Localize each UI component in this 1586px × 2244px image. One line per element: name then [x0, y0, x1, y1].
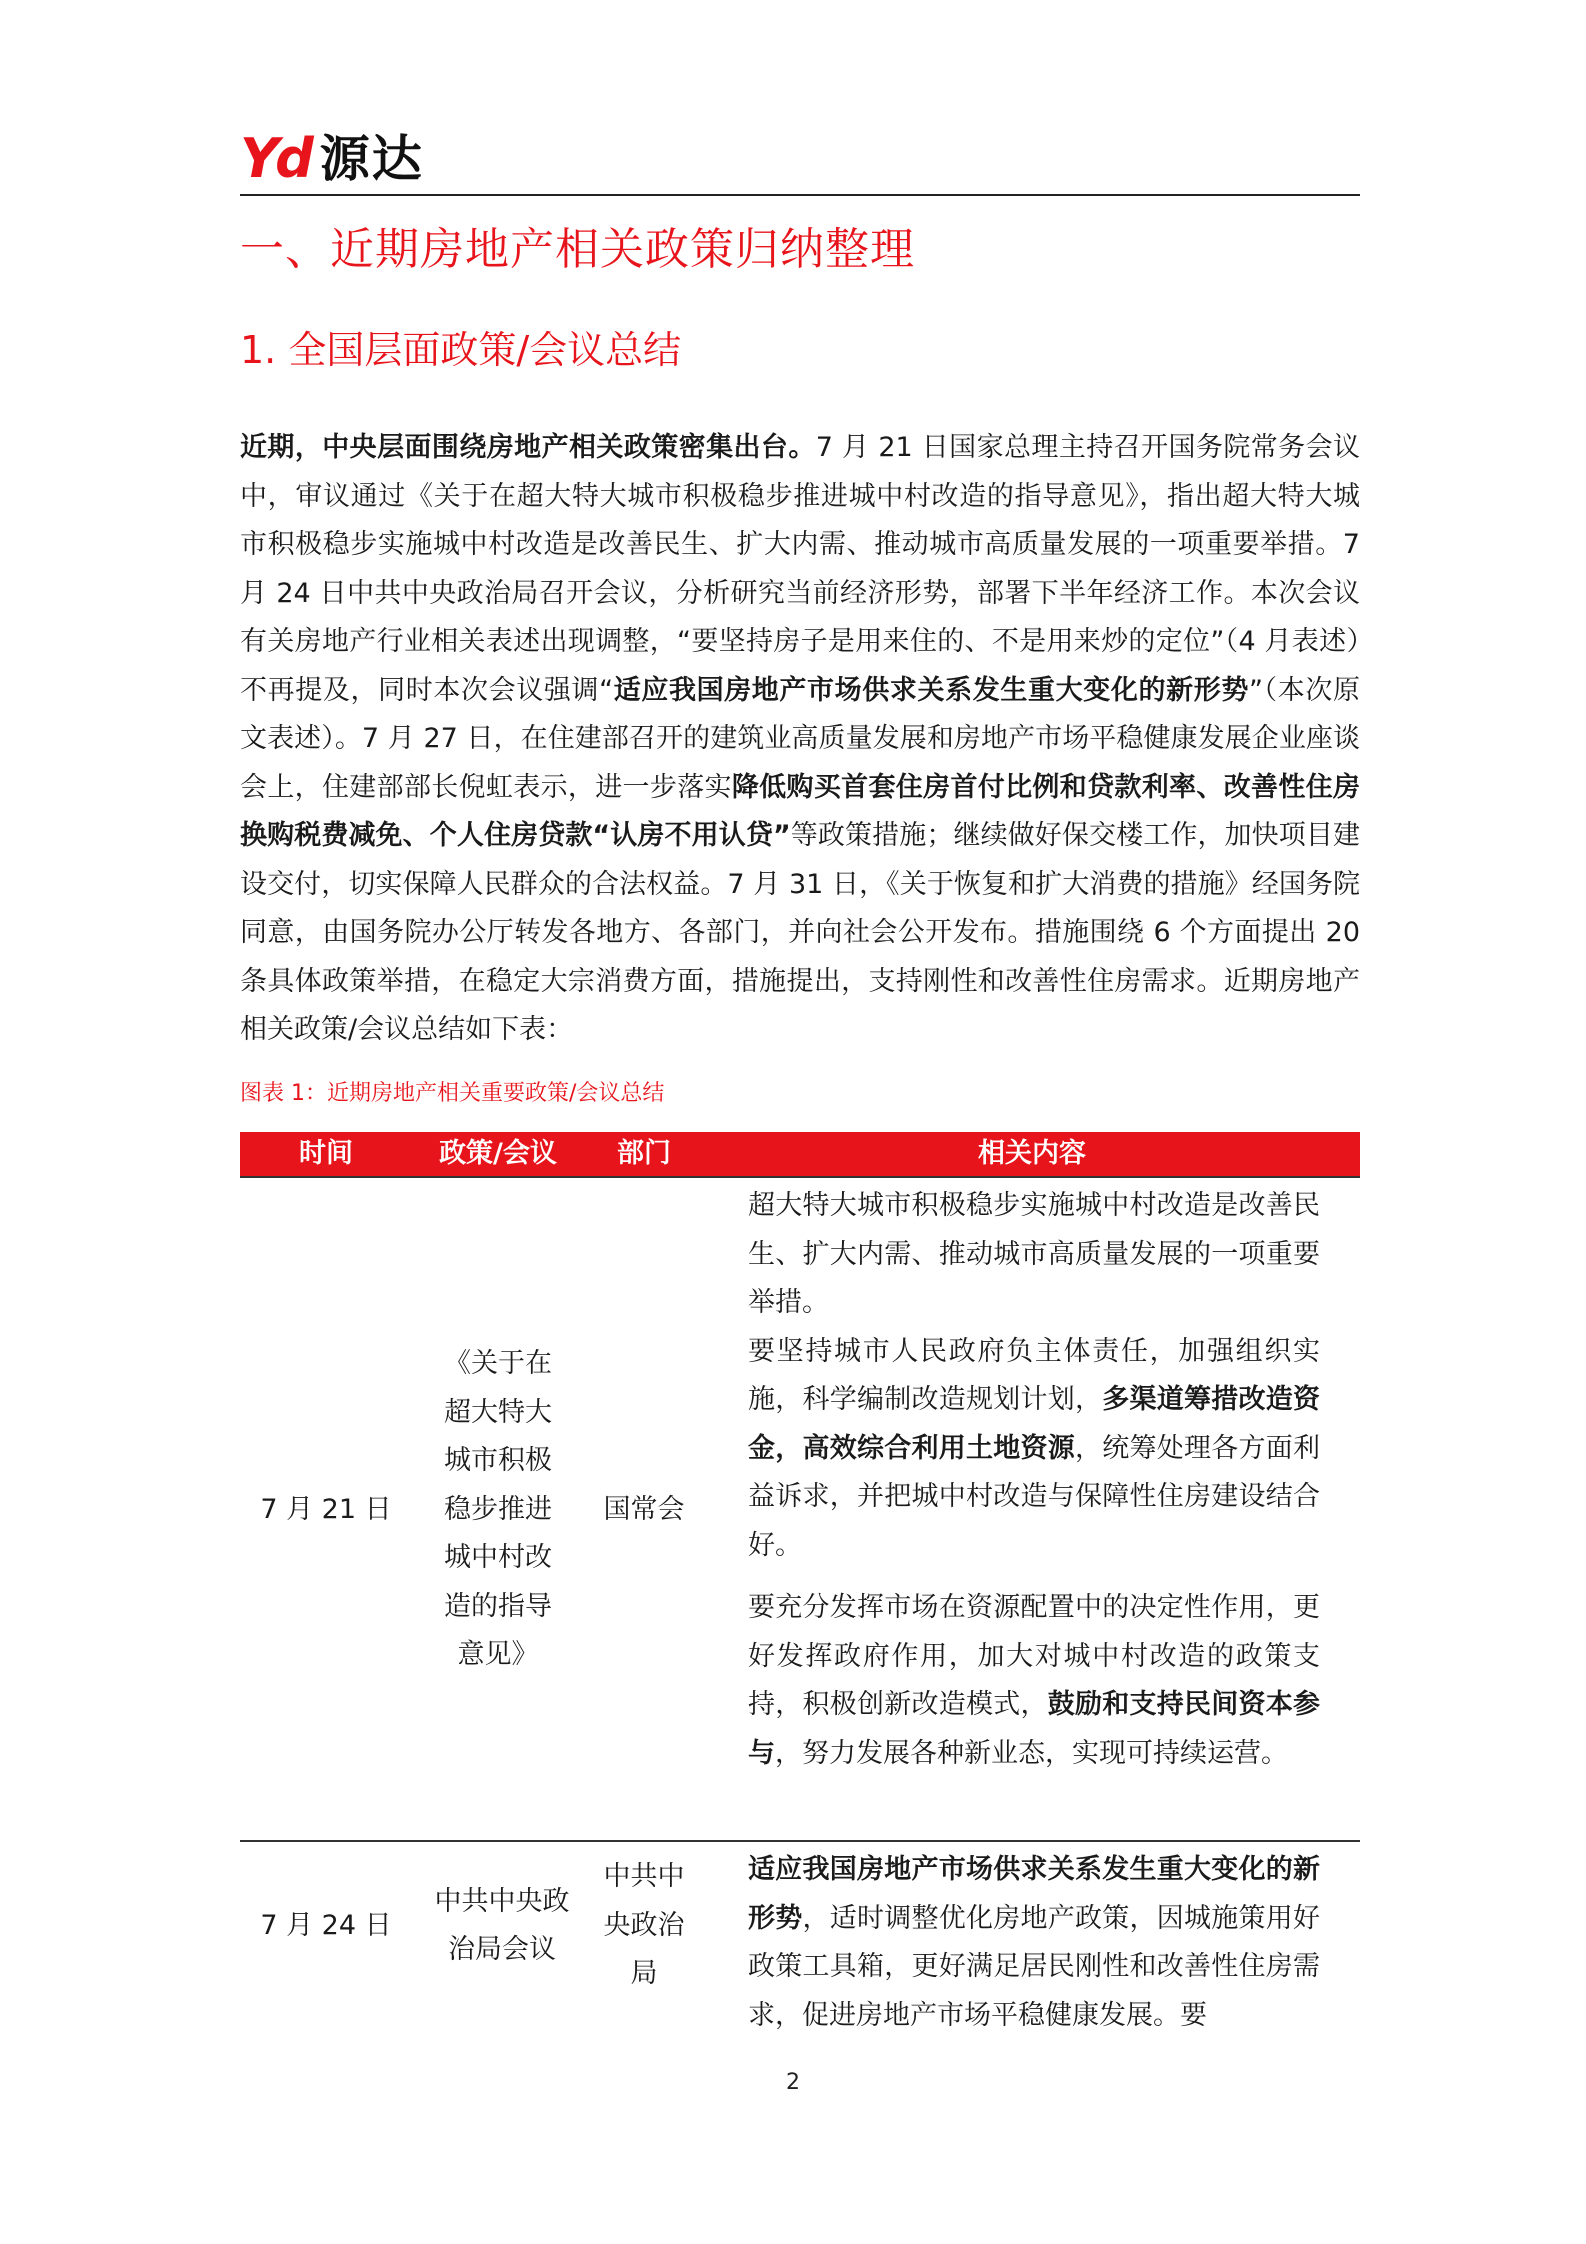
- header-dept: 部门: [617, 1138, 671, 1169]
- cell-policy: 《关于在超大特大城市积极稳步推进城中村改造的指导意见》: [444, 1348, 552, 1671]
- logo-text: 源达: [319, 130, 424, 188]
- page-number: 2: [786, 2070, 800, 2095]
- header-divider: [240, 194, 1360, 196]
- table-row: [240, 1176, 1360, 1842]
- body-paragraph: 近期，中央层面围绕房地产相关政策密集出台。7 月 21 日国家总理主持召开国务院常务会议中，审议通过《关于在超大特大城市积极稳步推进城中村改造的指导意见》，指出超大特大城市积极稳步实施城中村改造是改善民生、扩大内需、推动城市高质量发展的一项重要举措。7 月 24 日中共中央政治局召开会议，分析研究当前经济形势，部署下半年经济工作。本次会议有关房地产行业相关表述出现调整，“要坚持房子是用来住的、不是用来炒的定位”（4 月表述）不再提及，同时本次会议强调“适应我国房地产市场供求关系发生重大变化的新形势”（本次原文表述）。7 月 27 日，在住建部召开的建筑业高质量发展和房地产市场平稳健康发展企业座谈会上，住建部部长倪虹表示，进一步落实降低购买首套住房首付比例和贷款利率、改善性住房换购税费减免、个人住房贷款“认房不用认贷”等政策措施；继续做好保交楼工作，加快项目建设交付，切实保障人民群众的合法权益。7 月 31 日，《关于恢复和扩大消费的措施》经国务院同意，由国务院办公厅转发各地方、各部门，并向社会公开发布。措施围绕 6 个方面提出 20 条具体政策举措，在稳定大宗消费方面，措施提出，支持刚性和改善性住房需求。近期房地产相关政策/会议总结如下表：: [240, 432, 1361, 1045]
- header-policy: 政策/会议: [439, 1138, 557, 1169]
- content-para: 要坚持城市人民政府负主体责任，加强组织实施，科学编制改造规划计划，多渠道筹措改造资金，高效综合利用土地资源，统筹处理各方面利益诉求，并把城中村改造与保障性住房建设结合好。: [748, 1335, 1320, 1561]
- table-caption: 图表 1：近期房地产相关重要政策/会议总结: [240, 1081, 665, 1106]
- page-header: [240, 112, 1360, 196]
- table-header-row: [240, 1132, 1360, 1176]
- cell-dept: 国常会: [603, 1493, 685, 1525]
- table-row: [240, 1840, 1360, 2182]
- cell-content: [748, 1846, 1320, 2040]
- content-para: 超大特大城市积极稳步实施城中村改造是改善民生、扩大内需、推动城市高质量发展的一项重要举措。: [748, 1190, 1320, 1318]
- logo-mark: Yd: [240, 127, 310, 190]
- content-para: 要充分发挥市场在资源配置中的决定性作用，更好发挥政府作用，加大对城中村改造的政策支持，积极创新改造模式，鼓励和支持民间资本参与，努力发展各种新业态，实现可持续运营。: [748, 1592, 1320, 1769]
- cell-time: 7 月 21 日: [260, 1493, 392, 1525]
- subsection-title: 1. 全国层面政策/会议总结: [240, 328, 682, 372]
- company-logo: [240, 122, 424, 190]
- section-title: 一、近期房地产相关政策归纳整理: [240, 224, 915, 275]
- cell-time: 7 月 24 日: [260, 1909, 392, 1941]
- header-content: 相关内容: [978, 1138, 1086, 1169]
- cell-content: [748, 1182, 1320, 1778]
- cell-policy: 中共中央政治局会议: [434, 1885, 570, 1965]
- header-time: 时间: [299, 1138, 353, 1169]
- content-para: 适应我国房地产市场供求关系发生重大变化的新形势，适时调整优化房地产政策，因城施策用好政策工具箱，更好满足居民刚性和改善性住房需求，促进房地产市场平稳健康发展。要: [748, 1854, 1320, 2031]
- lead-sentence: 近期，中央层面围绕房地产相关政策密集出台。: [240, 432, 816, 463]
- cell-dept: 中共中央政治局: [603, 1861, 685, 1990]
